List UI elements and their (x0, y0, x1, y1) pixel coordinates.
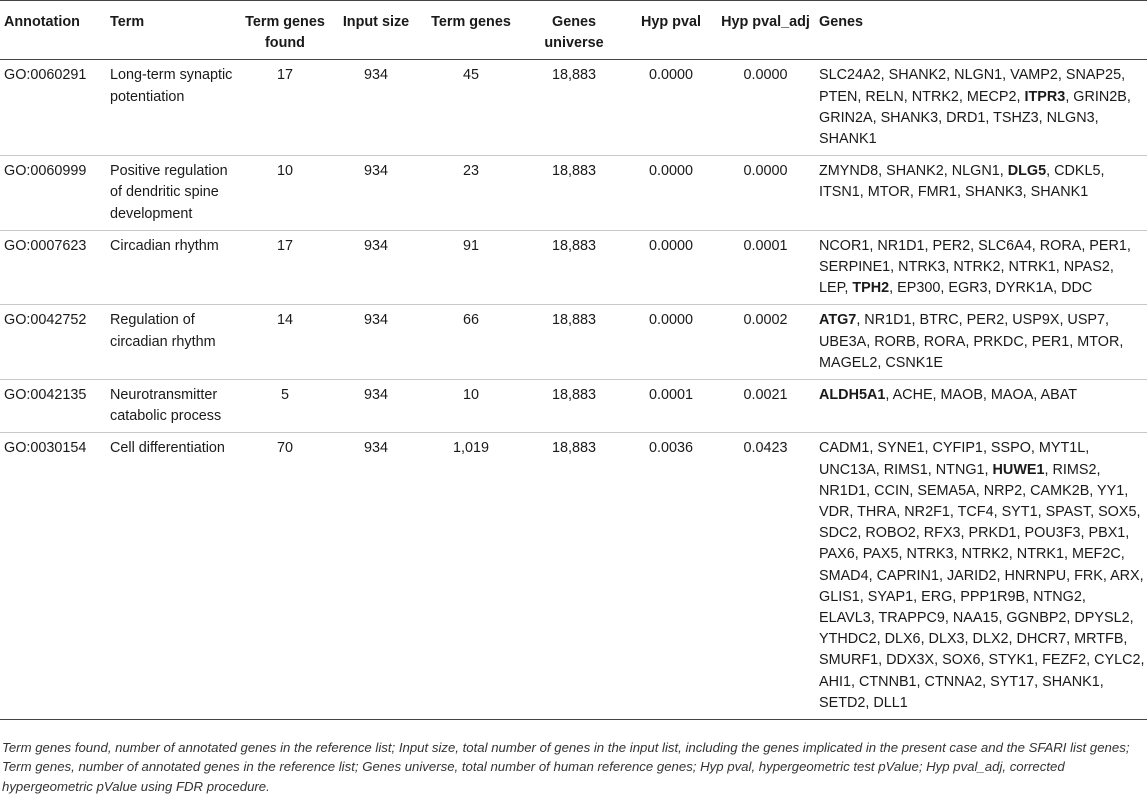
cell-genes (815, 380, 1147, 433)
cell-genes-universe: 18,883 (551, 67, 596, 84)
genes-text: ZMYND8, SHANK2, NLGN1, (819, 163, 1008, 180)
header-term: Term (106, 1, 238, 60)
cell-hyp-pval: 0.0000 (648, 67, 693, 84)
cell-hyp-pval: 0.0000 (648, 237, 693, 254)
genes-highlight: HUWE1 (992, 461, 1045, 478)
header-term-genes: Term genes (420, 1, 522, 60)
header-annotation: Annotation (0, 1, 106, 60)
genes-text: SLC24A2, SHANK2, NLGN1, VAMP2, SNAP25, PTEN, RELN, NTRK2, MECP2, (819, 67, 1126, 105)
cell-genes-universe: 18,883 (551, 312, 596, 329)
genes-text: , RIMS2, NR1D1, CCIN, SEMA5A, NRP2, CAMK2B, YY1, VDR, THRA, NR2F1, TCF4, SYT1, SPAST, SOX5, SDC2, ROBO2, RFX3, PRKD1, POU3F3, PBX1, PAX6, PAX5, NTRK3, NTRK2, NTRK1, MEF2C, SMAD4, CAPRIN1, JARID2, HNRNPU, FRK, ARX, GLIS1, SYAP1, ERG, PPP1R9B, NTNG2, ELAVL3, TRAPPC9, NAA15, GGNBP2, DPYSL2, YTHDC2, DLX6, DLX3, DLX2, DHCR7, MRTFB, SMURF1, DDX3X, SOX6, STYK1, FEZF2, CYLC2, AHI1, CTNNB1, CTNNA2, SYT17, SHANK1, SETD2, DLL1 (819, 461, 1145, 711)
cell-annotation: GO:0060291 (4, 67, 87, 84)
cell-genes-universe: 18,883 (551, 440, 596, 457)
cell-term-genes-found: 17 (276, 237, 293, 254)
cell-genes-universe: 18,883 (551, 387, 596, 404)
cell-hyp-pval-adj: 0.0001 (743, 237, 788, 254)
header-hyp-pval-adj: Hyp pval_adj (716, 1, 815, 60)
cell-genes-universe: 18,883 (551, 163, 596, 180)
table-row (0, 230, 1147, 305)
cell-term-genes-found: 14 (276, 312, 293, 329)
cell-term: Long-term synaptic potentiation (110, 67, 233, 105)
cell-term-genes-found: 10 (276, 163, 293, 180)
genes-highlight: ALDH5A1 (819, 387, 886, 404)
header-term-genes-found: Term genes found (238, 1, 332, 60)
cell-hyp-pval-adj: 0.0021 (743, 387, 788, 404)
cell-term: Circadian rhythm (110, 237, 219, 254)
cell-term-genes: 45 (462, 67, 479, 84)
cell-input-size: 934 (363, 387, 388, 404)
cell-input-size: 934 (363, 163, 388, 180)
cell-term-genes-found: 5 (280, 387, 289, 404)
cell-hyp-pval: 0.0000 (648, 163, 693, 180)
header-row (0, 1, 1147, 60)
cell-hyp-pval: 0.0001 (648, 387, 693, 404)
genes-text: NCOR1, NR1D1, PER2, SLC6A4, RORA, PER1, SERPINE1, NTRK3, NTRK2, NTRK1, NPAS2, LEP, (819, 237, 1131, 297)
cell-term-genes-found: 70 (276, 440, 293, 457)
genes-text: , CDKL5, ITSN1, MTOR, FMR1, SHANK3, SHANK1 (819, 163, 1105, 201)
cell-input-size: 934 (363, 312, 388, 329)
genes-text: , NR1D1, BTRC, PER2, USP9X, USP7, UBE3A, RORB, RORA, PRKDC, PER1, MTOR, MAGEL2, CSNK1E (819, 312, 1124, 371)
cell-genes (815, 156, 1147, 231)
table-row (0, 305, 1147, 380)
table-row (0, 60, 1147, 156)
header-hyp-pval: Hyp pval (626, 1, 716, 60)
cell-genes (815, 433, 1147, 720)
cell-term-genes: 23 (462, 163, 479, 180)
cell-term-genes: 1,019 (452, 440, 489, 457)
genes-highlight: ATG7 (819, 312, 857, 329)
table-row (0, 156, 1147, 231)
cell-genes (815, 305, 1147, 380)
cell-annotation: GO:0007623 (4, 237, 87, 254)
cell-hyp-pval-adj: 0.0423 (743, 440, 788, 457)
cell-genes-universe: 18,883 (551, 237, 596, 254)
cell-annotation: GO:0042135 (4, 387, 87, 404)
cell-hyp-pval: 0.0000 (648, 312, 693, 329)
cell-term-genes: 91 (462, 237, 479, 254)
cell-hyp-pval: 0.0036 (648, 440, 693, 457)
table-row (0, 433, 1147, 720)
cell-genes (815, 230, 1147, 305)
cell-term-genes: 10 (462, 387, 479, 404)
header-genes-universe: Genes universe (522, 1, 626, 60)
genes-text: , EP300, EGR3, DYRK1A, DDC (889, 280, 1093, 297)
cell-term-genes-found: 17 (276, 67, 293, 84)
cell-hyp-pval-adj: 0.0000 (743, 67, 788, 84)
header-input-size: Input size (332, 1, 420, 60)
cell-input-size: 934 (363, 440, 388, 457)
cell-annotation: GO:0060999 (4, 163, 87, 180)
cell-genes (815, 60, 1147, 156)
table-footnote: Term genes found, number of annotated genes in the reference list; Input size, total number of genes in the input list, including the genes implicated in the present case and the SFARI list genes; Term genes, number of annotated genes in the reference list; Genes universe, total number of human reference genes; Hyp pval, hypergeometric test pValue; Hyp pval_adj, corrected hypergeometric pValue using FDR procedure. (2, 740, 1130, 794)
genes-text: , ACHE, MAOB, MAOA, ABAT (885, 387, 1078, 404)
cell-term: Cell differentiation (110, 440, 225, 457)
table-header (0, 1, 1147, 60)
cell-hyp-pval-adj: 0.0002 (743, 312, 788, 329)
cell-term: Positive regulation of dendritic spine development (110, 163, 228, 222)
genes-highlight: ITPR3 (1024, 88, 1066, 105)
genes-highlight: DLG5 (1007, 163, 1047, 180)
cell-input-size: 934 (363, 67, 388, 84)
cell-input-size: 934 (363, 237, 388, 254)
table-row (0, 380, 1147, 433)
genes-text: CADM1, SYNE1, CYFIP1, SSPO, MYT1L, UNC13A, RIMS1, NTNG1, (819, 440, 1090, 478)
table-body (0, 60, 1147, 720)
header-genes: Genes (815, 1, 1147, 60)
cell-annotation: GO:0042752 (4, 312, 87, 329)
cell-hyp-pval-adj: 0.0000 (743, 163, 788, 180)
cell-term: Neurotransmitter catabolic process (110, 387, 222, 425)
cell-term-genes: 66 (462, 312, 479, 329)
cell-annotation: GO:0030154 (4, 440, 87, 457)
genes-text: , GRIN2B, GRIN2A, SHANK3, DRD1, TSHZ3, NLGN3, SHANK1 (819, 88, 1131, 148)
cell-term: Regulation of circadian rhythm (110, 312, 216, 350)
genes-highlight: TPH2 (852, 280, 890, 297)
